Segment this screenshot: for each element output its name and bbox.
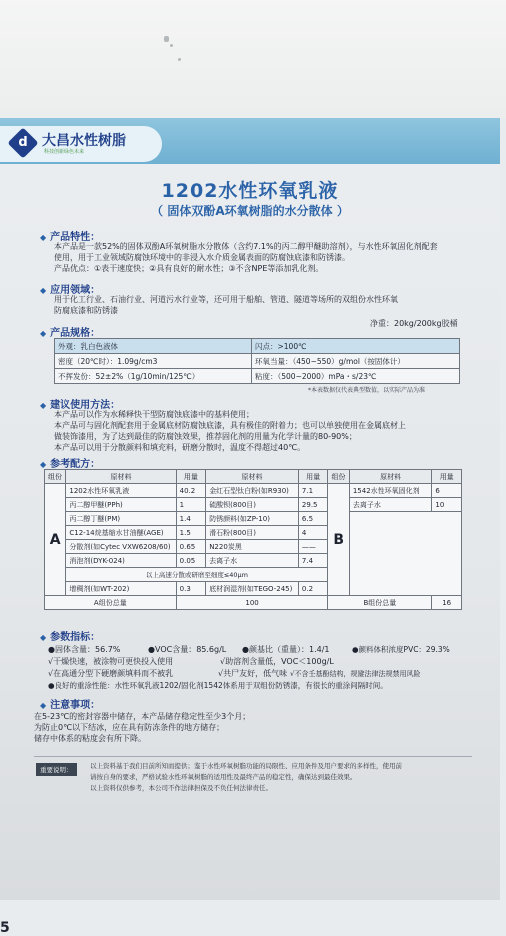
page-number: 5 bbox=[0, 920, 10, 936]
section-usage-heading: ◆ 建议使用方法： bbox=[40, 400, 121, 411]
brand-tagline: 科技创新绿色未来 bbox=[44, 149, 85, 155]
spec-cell: 闪点：>100℃ bbox=[252, 339, 460, 354]
check-item: √不含壬基酚结构，规避法律法规禁用风险 bbox=[290, 670, 421, 678]
param-voc: ●VOC含量：85.6g/L bbox=[148, 645, 227, 654]
notice-line: 以上资料基于我们目前所知而提供；鉴于水性环氧树脂功能的局限性、应用条件及用户要求的多样性，使用前 bbox=[90, 762, 402, 770]
formula-cell: 1.5 bbox=[176, 526, 206, 540]
formula-cell: 7.4 bbox=[298, 554, 328, 568]
usage-line: 本产品可以作为水稀释快干型防腐蚀底漆中的基料使用； bbox=[54, 410, 254, 419]
formula-cell: 防锈颜料(如ZP-10) bbox=[206, 512, 299, 526]
section-formula-heading: ◆ 参考配方： bbox=[40, 459, 101, 470]
check-item: √助溶剂含量低，VOC＜100g/L bbox=[220, 657, 334, 666]
table-row bbox=[45, 498, 462, 512]
formula-header-cell: 组份 bbox=[45, 470, 66, 484]
notes-line: 为防止0℃以下结冰，应在具有防冻条件的地方储存； bbox=[34, 723, 225, 732]
spec-footnote: *本表数据仅代表典型数值，以实际产品为准 bbox=[308, 387, 426, 394]
speck bbox=[170, 44, 173, 47]
param-solid: ●固体含量：56.7% bbox=[48, 645, 121, 654]
table-row bbox=[55, 369, 460, 384]
check-item: √干燥快速，被涂物可更快投入使用 bbox=[48, 657, 174, 666]
b-total-value: 16 bbox=[432, 596, 462, 610]
spec-cell: 环氧当量：（450~550）g/mol（按固体计） bbox=[252, 354, 460, 369]
diamond-icon: ◆ bbox=[40, 401, 47, 410]
formula-header-cell: 组份 bbox=[328, 470, 349, 484]
section-features-heading: ◆ 产品特性： bbox=[40, 232, 101, 243]
spec-cell: 不挥发份：52±2%（1g/10min/125℃） bbox=[55, 369, 252, 384]
top-background bbox=[0, 0, 506, 118]
notice-tag: 重要说明： bbox=[36, 763, 77, 776]
formula-cell: —— bbox=[298, 540, 328, 554]
header-band bbox=[0, 118, 500, 164]
diamond-icon: ◆ bbox=[40, 460, 47, 469]
formula-table bbox=[44, 469, 462, 610]
formula-cell: 0.3 bbox=[176, 582, 206, 596]
formula-cell: 底材润湿剂(如TEGO-245) bbox=[206, 582, 299, 596]
speck bbox=[164, 36, 169, 42]
table-row bbox=[55, 354, 460, 369]
formula-header-cell: 用量 bbox=[176, 470, 206, 484]
important-notice bbox=[34, 756, 472, 807]
formula-cell: 10 bbox=[432, 498, 462, 512]
check-item: √在高通分型下硬磨颜填料而不被乳 bbox=[48, 669, 174, 678]
formula-cell: 去离子水 bbox=[349, 498, 432, 512]
spec-cell: 密度（20℃时）：1.09g/cm3 bbox=[55, 354, 252, 369]
group-a-label: A bbox=[45, 484, 66, 596]
notes-line: 储存中体系的粘度会有所下降。 bbox=[34, 734, 146, 743]
packing-info: 净重：20kg/200kg胶桶 bbox=[370, 319, 458, 328]
application-line: 用于化工行业、石油行业、河道污水行业等，还可用于船舶、管道、隧道等场所的双组份水性环氧 bbox=[54, 295, 398, 304]
param-pvc: ●颜料体积浓度PVC：29.3% bbox=[352, 645, 450, 654]
formula-cell: N220炭黑 bbox=[206, 540, 299, 554]
param-recoat: ●良好的重涂性能：水性环氧乳液1202/固化剂1542体系用于双组份防锈漆，有很长的重涂间隔时间。 bbox=[48, 681, 388, 690]
section-specs-heading: ◆ 产品规格： bbox=[40, 328, 101, 339]
formula-header-cell: 用量 bbox=[298, 470, 328, 484]
table-row bbox=[45, 596, 462, 610]
usage-line: 本产品可以用于分散颜料和填充料，研磨分散时，温度不得超过40℃。 bbox=[54, 443, 306, 452]
formula-cell: 金红石型钛白粉(如R930) bbox=[206, 484, 299, 498]
formula-cell: C12-14烷基缩水甘油醚(AGE) bbox=[66, 526, 176, 540]
diamond-icon: ◆ bbox=[40, 701, 47, 710]
table-row bbox=[45, 512, 462, 526]
grind-note: 以上高速分散或研磨至细度≤40μm bbox=[66, 568, 328, 582]
formula-cell: 增稠剂(如WT-202) bbox=[66, 582, 176, 596]
formula-cell: 丙二醇丁醚(PM) bbox=[66, 512, 176, 526]
formula-cell: 去离子水 bbox=[206, 554, 299, 568]
section-params-heading: ◆ 参数指标： bbox=[40, 632, 101, 643]
formula-cell: 滑石粉(800目) bbox=[206, 526, 299, 540]
param-pigment-ratio: ●颜基比（重量）：1.4/1 bbox=[242, 645, 330, 654]
b-total-label: B组份总量 bbox=[328, 596, 432, 610]
diamond-icon: ◆ bbox=[40, 286, 47, 295]
a-total-value: 100 bbox=[176, 596, 328, 610]
usage-line: 本产品可与固化剂配套用于金属底材防腐蚀底漆，具有极佳的附着力；也可以单独使用在金属底材上 bbox=[54, 421, 406, 430]
formula-cell: 分散剂(如Cytec VXW6208/60) bbox=[66, 540, 176, 554]
brand-name: 大昌水性树脂 bbox=[42, 133, 126, 149]
table-row bbox=[45, 470, 462, 484]
section-notes-heading: ◆ 注意事项： bbox=[40, 700, 101, 711]
formula-cell: 4 bbox=[298, 526, 328, 540]
formula-cell: 1202水性环氧乳液 bbox=[66, 484, 176, 498]
formula-cell: 6 bbox=[432, 484, 462, 498]
formula-cell: 消泡剂(DYK-024) bbox=[66, 554, 176, 568]
formula-cell: 40.2 bbox=[176, 484, 206, 498]
formula-cell: 硫酸钡(800目) bbox=[206, 498, 299, 512]
features-line: 本产品是一款52%的固体双酚A环氧树脂水分散体（含约7.1%的丙二醇甲醚助溶剂），与水性环氧固化剂配套 bbox=[54, 242, 438, 251]
features-line: 使用，用于工业领域防腐蚀环境中的非浸入水介质金属表面的防腐蚀底漆和防锈漆。 bbox=[54, 253, 350, 262]
section-application-heading: ◆ 应用领域： bbox=[40, 285, 101, 296]
formula-header-cell: 原材料 bbox=[349, 470, 432, 484]
notice-text bbox=[90, 761, 402, 794]
application-line: 防腐底漆和防锈漆 bbox=[54, 306, 118, 315]
formula-cell: 丙二醇甲醚(PPh) bbox=[66, 498, 176, 512]
notice-line: 以上资料仅供参考，本公司不作法律担保及不负任何法律责任。 bbox=[90, 784, 272, 792]
usage-line: 做装饰漆用，为了达到最佳的防腐蚀效果，推荐固化剂的用量为化学计量的80-90%； bbox=[54, 432, 357, 441]
brand-logo-icon: d bbox=[7, 127, 38, 158]
diamond-icon: ◆ bbox=[40, 633, 47, 642]
formula-cell: 0.2 bbox=[298, 582, 328, 596]
product-subtitle: （ 固体双酚A环氧树脂的水分散体 ） bbox=[151, 204, 349, 218]
formula-cell: 1542水性环氧固化剂 bbox=[349, 484, 432, 498]
table-row bbox=[45, 484, 462, 498]
spec-cell: 外观：乳白色液体 bbox=[55, 339, 252, 354]
a-total-label: A组份总量 bbox=[45, 596, 177, 610]
check-item: √共尸友好，低气味 bbox=[218, 669, 288, 678]
spec-table bbox=[54, 338, 460, 384]
speck bbox=[178, 58, 181, 61]
formula-cell-empty bbox=[349, 512, 461, 596]
notes-line: 在5-23℃的密封容器中储存，本产品储存稳定性至少3个月； bbox=[34, 712, 251, 721]
diamond-icon: ◆ bbox=[40, 233, 47, 242]
diamond-icon: ◆ bbox=[40, 329, 47, 338]
group-b-label: B bbox=[328, 484, 349, 596]
formula-cell: 1 bbox=[176, 498, 206, 512]
formula-header-cell: 用量 bbox=[432, 470, 462, 484]
formula-cell: 6.5 bbox=[298, 512, 328, 526]
formula-header-cell: 原材料 bbox=[66, 470, 176, 484]
product-title: 1202水性环氧乳液 bbox=[161, 180, 339, 202]
features-line: 产品优点：①表干速度快；②具有良好的耐水性；③不含NPE等添加乳化剂。 bbox=[54, 264, 324, 273]
formula-cell: 1.4 bbox=[176, 512, 206, 526]
formula-cell: 29.5 bbox=[298, 498, 328, 512]
formula-header-cell: 原材料 bbox=[206, 470, 299, 484]
notice-line: 请按自身的要求，严格试验水性环氧树脂的适用性及最终产品的稳定性，确保达到最佳效果。 bbox=[90, 773, 357, 781]
formula-cell: 7.1 bbox=[298, 484, 328, 498]
table-row bbox=[55, 339, 460, 354]
spec-cell: 粘度：（500~2000）mPa・s/23℃ bbox=[252, 369, 460, 384]
formula-cell: 0.05 bbox=[176, 554, 206, 568]
formula-cell: 0.65 bbox=[176, 540, 206, 554]
